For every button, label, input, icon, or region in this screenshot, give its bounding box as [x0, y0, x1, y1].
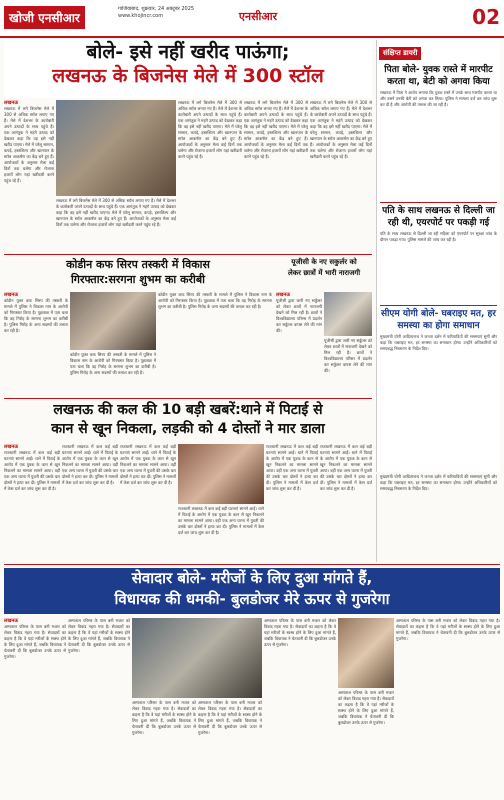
story4-body-col3 — [120, 444, 176, 562]
story4-body — [4, 444, 60, 562]
sidebar-item3-body-cont — [376, 474, 500, 562]
story4-text-col4: राजधानी लखनऊ में कल कई बड़ी घटनाएं सामने आईं। थाने में पिटाई के आरोप में एक युवक के कान से खून निकलने का मामला सामने आया। वहीं एक अन्य घटना में युवती की उसके चार दोस्तों ने हत्या कर दी। पुलिस ने मामलों में केस दर्ज कर जांच शुरू कर दी है। — [178, 506, 264, 535]
page-number: 02 — [472, 5, 500, 29]
story5-text-col4: अस्पताल परिसर के पास बनी मजार को लेकर विवाद गहरा गया है। सेवादारों का कहना है कि वे यहां मरीजों के स्वस्थ होने के लिए दुआ मांगते हैं, जबकि विधायक ने चेतावनी दी कि बुलडोजर उनके ऊपर से गुजरेगा। — [198, 700, 262, 735]
story4-headline-line2: कान से खून निकला, लड़की को 4 दोस्तों ने मार डाला — [51, 421, 325, 437]
story5-body-col3 — [132, 700, 196, 796]
lead-story-text: लखनऊ में लगे बिजनेस मेले में 300 से अधिक स्टॉल लगाए गए हैं। मेले में देशभर के कारोबारी अपने उत्पादों के साथ पहुंचे हैं। एक आगंतुक ने महंगे उत्पाद को देखकर कहा कि वह इसे नहीं खरीद पाएगा। मेले में घरेलू सामान, कपड़े, हस्तशिल्प और खानपान के स्टॉल आकर्षण का केंद्र बने हुए हैं। आयोजकों के अनुसार मेला कई दिनों तक चलेगा और रोजाना हजारों लोग यहां खरीदारी करने पहुंच रहे हैं। — [4, 106, 54, 183]
story2-headline-line1: कोडीन कफ सिरप तस्करी में विकास — [66, 258, 210, 271]
story3-body — [276, 292, 322, 396]
sidebar-item3-headline: सीएम योगी बोले- घबराइए मत, हर समस्या का होगा समाधान — [381, 309, 496, 331]
story3-headline-line2: लेकर छात्रों में भारी नाराजगी — [287, 269, 361, 277]
story2-text-col3: कोडीन युक्त कफ सिरप की तस्करी के मामले में पुलिस ने विकास नाम के आरोपी को गिरफ्तार किया है। पूछताछ में पता चला कि वह गिरोह के सरगना शुभम का करीबी है। पुलिस गिरोह के अन्य सदस्यों की तलाश कर रही है। — [158, 292, 272, 309]
divider — [4, 564, 500, 565]
story2-headline-line2: गिरफ्तार:सरगना शुभम का करीबी — [70, 273, 206, 286]
story5-text-col3: अस्पताल परिसर के पास बनी मजार को लेकर विवाद गहरा गया है। सेवादारों का कहना है कि वे यहां मरीजों के स्वस्थ होने के लिए दुआ मांगते हैं, जबकि विधायक ने चेतावनी दी कि बुलडोजर उनके ऊपर से गुजरेगा। — [132, 700, 196, 735]
sidebar-item3-text-cont: मुख्यमंत्री योगी आदित्यनाथ ने जनता दर्शन में फरियादियों की समस्याएं सुनीं और कहा कि घबराइए मत, हर समस्या का समाधान होगा। उन्होंने अधिकारियों को समयबद्ध निस्तारण के निर्देश दिए। — [380, 474, 497, 491]
lead-story-col4 — [244, 100, 308, 252]
lead-story-body-cont — [56, 198, 176, 252]
sidebar-item3-body: मुख्यमंत्री योगी आदित्यनाथ ने जनता दर्शन में फरियादियों की समस्याएं सुनीं और कहा कि घबराइए मत, हर समस्या का समाधान होगा। उन्होंने अधिकारियों को समयबद्ध निस्तारण के निर्देश दिए। — [380, 334, 497, 351]
story4-dateline: लखनऊ — [4, 444, 19, 450]
story5-body — [4, 618, 66, 796]
divider — [4, 254, 372, 255]
story5-headline — [4, 568, 500, 614]
lead-story-text-col4: लखनऊ में लगे बिजनेस मेले में 300 से अधिक स्टॉल लगाए गए हैं। मेले में देशभर के कारोबारी अपने उत्पादों के साथ पहुंचे हैं। एक आगंतुक ने महंगे उत्पाद को देखकर कहा कि वह इसे नहीं खरीद पाएगा। मेले में घरेलू सामान, कपड़े, हस्तशिल्प और खानपान के स्टॉल आकर्षण का केंद्र बने हुए हैं। आयोजकों के अनुसार मेला कई दिनों तक चलेगा और रोजाना हजारों लोग यहां खरीदारी करने पहुंच रहे हैं। — [244, 100, 308, 159]
story5-photo — [132, 618, 262, 698]
story2-dateline: लखनऊ — [4, 292, 19, 298]
website-text: www.khojincr.com — [118, 13, 164, 19]
story3-photo — [324, 292, 372, 336]
masthead — [0, 0, 504, 38]
story5-body-col4 — [198, 700, 262, 796]
story2-body — [4, 292, 68, 396]
story4-text-col6: राजधानी लखनऊ में कल कई बड़ी घटनाएं सामने आईं। थाने में पिटाई के आरोप में एक युवक के कान से खून निकलने का मामला सामने आया। वहीं एक अन्य घटना में युवती की उसके चार दोस्तों ने हत्या कर दी। पुलिस ने मामलों में केस दर्ज कर जांच शुरू कर दी है। — [320, 444, 372, 491]
story5-text-col7: अस्पताल परिसर के पास बनी मजार को लेकर विवाद गहरा गया है। सेवादारों का कहना है कि वे यहां मरीजों के स्वस्थ होने के लिए दुआ मांगते हैं, जबकि विधायक ने चेतावनी दी कि बुलडोजर उनके ऊपर से गुजरेगा। — [396, 618, 500, 641]
story5-body-col7 — [396, 618, 500, 796]
story3-text: यूजीसी द्वारा जारी नए सर्कुलर को लेकर छात्रों में नाराजगी देखने को मिल रही है। छात्रों ने विश्वविद्यालय परिसर में प्रदर्शन कर सर्कुलर वापस लेने की मांग की। — [276, 298, 322, 333]
story4-body-col6 — [320, 444, 372, 562]
story3-text-cont: यूजीसी द्वारा जारी नए सर्कुलर को लेकर छात्रों में नाराजगी देखने को मिल रही है। छात्रों ने विश्वविद्यालय परिसर में प्रदर्शन कर सर्कुलर वापस लेने की मांग की। — [324, 338, 372, 373]
lead-story-text-col5: लखनऊ में लगे बिजनेस मेले में 300 से अधिक स्टॉल लगाए गए हैं। मेले में देशभर के कारोबारी अपने उत्पादों के साथ पहुंचे हैं। एक आगंतुक ने महंगे उत्पाद को देखकर कहा कि वह इसे नहीं खरीद पाएगा। मेले में घरेलू सामान, कपड़े, हस्तशिल्प और खानपान के स्टॉल आकर्षण का केंद्र बने हुए हैं। आयोजकों के अनुसार मेला कई दिनों तक चलेगा और रोजाना हजारों लोग यहां खरीदारी करने पहुंच रहे हैं। — [310, 100, 372, 159]
story2-text: कोडीन युक्त कफ सिरप की तस्करी के मामले में पुलिस ने विकास नाम के आरोपी को गिरफ्तार किया है। पूछताछ में पता चला कि वह गिरोह के सरगना शुभम का करीबी है। पुलिस गिरोह के अन्य सदस्यों की तलाश कर रही है। — [4, 298, 68, 333]
story4-body-col2 — [62, 444, 118, 562]
story5-dateline: लखनऊ — [4, 618, 19, 624]
story4-body-col4 — [178, 506, 264, 562]
lead-story-col5 — [310, 100, 372, 252]
lead-story-col3 — [178, 100, 242, 252]
lead-headline-line2: लखनऊ के बिजनेस मेले में 300 स्टॉल — [52, 65, 324, 87]
story3-headline-line1: यूजीसी के नए सकुर्लर को — [291, 258, 357, 266]
story3-headline — [276, 257, 372, 289]
story5-body-col5 — [264, 618, 336, 796]
lead-headline-line1: बोले- इसे नहीं खरीद पाऊंगा; — [86, 41, 290, 63]
story4-text-col5: राजधानी लखनऊ में कल कई बड़ी घटनाएं सामने आईं। थाने में पिटाई के आरोप में एक युवक के कान से खून निकलने का मामला सामने आया। वहीं एक अन्य घटना में युवती की उसके चार दोस्तों ने हत्या कर दी। पुलिस ने मामलों में केस दर्ज कर जांच शुरू कर दी है। — [266, 444, 318, 491]
newspaper-brand: खोजी एनसीआर — [4, 6, 85, 29]
story2-body-col3 — [158, 292, 272, 396]
story5-text-col6: अस्पताल परिसर के पास बनी मजार को लेकर विवाद गहरा गया है। सेवादारों का कहना है कि वे यहां मरीजों के स्वस्थ होने के लिए दुआ मांगते हैं, जबकि विधायक ने चेतावनी दी कि बुलडोजर उनके ऊपर से गुजरेगा। — [338, 690, 394, 725]
story4-headline-line1: लखनऊ की कल की 10 बड़ी खबरें:थाने में पिटाई से — [53, 402, 323, 418]
story5-headline-line1: सेवादार बोले- मरीजों के लिए दुआ मांगते हैं, — [131, 569, 373, 587]
story5-body-col2 — [68, 618, 130, 796]
divider — [380, 305, 497, 306]
story5-photo-2 — [338, 618, 394, 688]
divider — [380, 202, 497, 203]
story2-headline — [4, 257, 272, 289]
story2-text-cont: कोडीन युक्त कफ सिरप की तस्करी के मामले में पुलिस ने विकास नाम के आरोपी को गिरफ्तार किया है। पूछताछ में पता चला कि वह गिरोह के सरगना शुभम का करीबी है। पुलिस गिरोह के अन्य सदस्यों की तलाश कर रही है। — [70, 352, 156, 375]
date-text: गाजियाबाद, शुक्रवार, 24 अक्टूबर 2025 — [118, 6, 195, 12]
story4-text: राजधानी लखनऊ में कल कई बड़ी घटनाएं सामने आईं। थाने में पिटाई के आरोप में एक युवक के कान से खून निकलने का मामला सामने आया। वहीं एक अन्य घटना में युवती की उसके चार दोस्तों ने हत्या कर दी। पुलिस ने मामलों में केस दर्ज कर जांच शुरू कर दी है। — [4, 450, 60, 491]
sidebar-item2-headline: पति के साथ लखनऊ से दिल्ली जा रही थी, एयरपोर्ट पर पकड़ी गई — [382, 206, 495, 228]
story5-body-col6 — [338, 690, 394, 796]
sidebar-item1-headline: पिता बोले- युवक रास्ते में मारपीट करता था, बेटी को अगवा किया — [384, 65, 493, 87]
story5-text: अस्पताल परिसर के पास बनी मजार को लेकर विवाद गहरा गया है। सेवादारों का कहना है कि वे यहां मरीजों के स्वस्थ होने के लिए दुआ मांगते हैं, जबकि विधायक ने चेतावनी दी कि बुलडोजर उनके ऊपर से गुजरेगा। — [4, 624, 66, 659]
lead-story-text-cont: लखनऊ में लगे बिजनेस मेले में 300 से अधिक स्टॉल लगाए गए हैं। मेले में देशभर के कारोबारी अपने उत्पादों के साथ पहुंचे हैं। एक आगंतुक ने महंगे उत्पाद को देखकर कहा कि वह इसे नहीं खरीद पाएगा। मेले में घरेलू सामान, कपड़े, हस्तशिल्प और खानपान के स्टॉल आकर्षण का केंद्र बने हुए हैं। आयोजकों के अनुसार मेला कई दिनों तक चलेगा और रोजाना हजारों लोग यहां खरीदारी करने पहुंच रहे हैं। — [56, 198, 176, 227]
lead-dateline: लखनऊ — [4, 100, 19, 106]
story2-photo — [70, 292, 156, 350]
lead-story-text-col3: लखनऊ में लगे बिजनेस मेले में 300 से अधिक स्टॉल लगाए गए हैं। मेले में देशभर के कारोबारी अपने उत्पादों के साथ पहुंचे हैं। एक आगंतुक ने महंगे उत्पाद को देखकर कहा कि वह इसे नहीं खरीद पाएगा। मेले में घरेलू सामान, कपड़े, हस्तशिल्प और खानपान के स्टॉल आकर्षण का केंद्र बने हुए हैं। आयोजकों के अनुसार मेला कई दिनों तक चलेगा और रोजाना हजारों लोग यहां खरीदारी करने पहुंच रहे हैं। — [178, 100, 242, 159]
story5-headline-line2: विधायक की धमकी- बुलडोजर मेरे ऊपर से गुजरेगा — [114, 590, 390, 608]
story3-dateline: लखनऊ — [276, 292, 291, 298]
story4-text-col3: राजधानी लखनऊ में कल कई बड़ी घटनाएं सामने आईं। थाने में पिटाई के आरोप में एक युवक के कान से खून निकलने का मामला सामने आया। वहीं एक अन्य घटना में युवती की उसके चार दोस्तों ने हत्या कर दी। पुलिस ने मामलों में केस दर्ज कर जांच शुरू कर दी है। — [120, 444, 176, 485]
story5-text-col5: अस्पताल परिसर के पास बनी मजार को लेकर विवाद गहरा गया है। सेवादारों का कहना है कि वे यहां मरीजों के स्वस्थ होने के लिए दुआ मांगते हैं, जबकि विधायक ने चेतावनी दी कि बुलडोजर उनके ऊपर से गुजरेगा। — [264, 618, 336, 647]
story4-body-col5 — [266, 444, 318, 562]
lead-headline — [4, 40, 372, 98]
story4-photo — [178, 444, 264, 504]
sidebar-item1-body: लखनऊ में पिता ने आरोप लगाया कि युवक रास्ते में उनके साथ मारपीट करता था और उसने उनकी बेटी को अगवा कर लिया। पुलिस ने मामला दर्ज कर जांच शुरू कर दी है और आरोपी की तलाश की जा रही है। — [380, 90, 497, 107]
sidebar-briefs — [376, 40, 500, 472]
story2-body-cont — [70, 352, 156, 396]
sidebar-tag: संक्षिप्त डायरी — [379, 47, 421, 60]
section-title: एनसीआर — [238, 10, 278, 23]
divider — [4, 398, 372, 399]
lead-story-body — [4, 100, 54, 252]
story3-body-cont — [324, 338, 372, 396]
story4-headline — [4, 401, 372, 441]
story4-text-col2: राजधानी लखनऊ में कल कई बड़ी घटनाएं सामने आईं। थाने में पिटाई के आरोप में एक युवक के कान से खून निकलने का मामला सामने आया। वहीं एक अन्य घटना में युवती की उसके चार दोस्तों ने हत्या कर दी। पुलिस ने मामलों में केस दर्ज कर जांच शुरू कर दी है। — [62, 444, 118, 485]
sidebar-item2-body: पति के साथ लखनऊ से दिल्ली जा रही महिला को एयरपोर्ट पर सुरक्षा जांच के दौरान पकड़ा गया। पुलिस मामले की जांच कर रही है। — [380, 231, 497, 242]
story5-text-col2: अस्पताल परिसर के पास बनी मजार को लेकर विवाद गहरा गया है। सेवादारों का कहना है कि वे यहां मरीजों के स्वस्थ होने के लिए दुआ मांगते हैं, जबकि विधायक ने चेतावनी दी कि बुलडोजर उनके ऊपर से गुजरेगा। — [68, 618, 130, 653]
lead-photo — [56, 100, 176, 196]
